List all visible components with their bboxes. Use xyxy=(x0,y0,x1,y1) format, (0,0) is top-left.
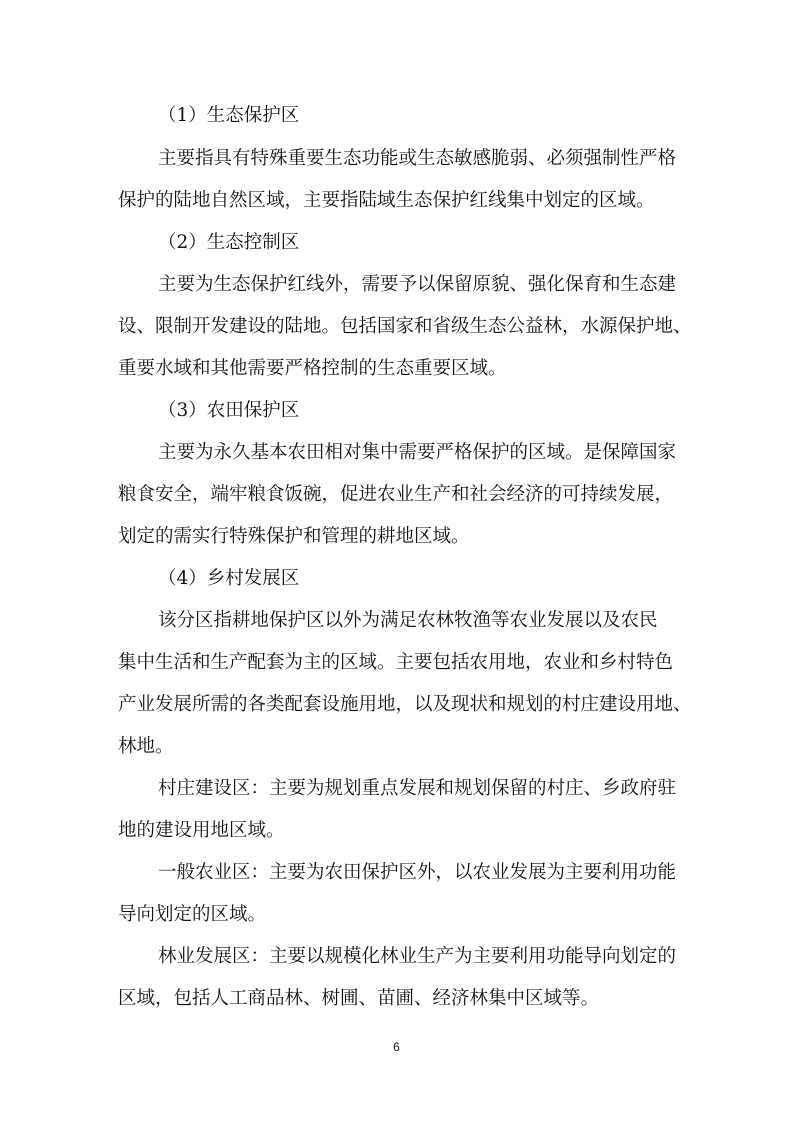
paragraph-line: 产业发展所需的各类配套设施用地，以及现状和规划的村庄建设用地、 xyxy=(118,694,692,715)
paragraph-line-forestry-development: 林业发展区：主要以规模化林业生产为主要利用功能导向划定的 xyxy=(158,946,677,967)
section-heading-farmland-protection: （3）农田保护区 xyxy=(158,400,300,421)
paragraph-line: 该分区指耕地保护区以外为满足农林牧渔等农业发展以及农民 xyxy=(158,610,658,631)
paragraph-line: 区域，包括人工商品林、树圃、苗圃、经济林集中区域等。 xyxy=(118,988,600,1009)
paragraph-line: 粮食安全，端牢粮食饭碗，促进农业生产和社会经济的可持续发展， xyxy=(118,484,674,505)
paragraph-line: 主要为永久基本农田相对集中需要严格保护的区域。是保障国家 xyxy=(158,442,677,463)
paragraph-line: 集中生活和生产配套为主的区域。主要包括农用地，农业和乡村特色 xyxy=(118,652,674,673)
paragraph-line: 重要水域和其他需要严格控制的生态重要区域。 xyxy=(118,358,507,379)
paragraph-line: 保护的陆地自然区域，主要指陆域生态保护红线集中划定的区域。 xyxy=(118,190,655,211)
paragraph-line: 主要指具有特殊重要生态功能或生态敏感脆弱、必须强制性严格 xyxy=(158,148,677,169)
paragraph-line: 设、限制开发建设的陆地。包括国家和省级生态公益林，水源保护地、 xyxy=(118,316,692,337)
paragraph-line-village-construction: 村庄建设区：主要为规划重点发展和规划保留的村庄、乡政府驻 xyxy=(158,778,677,799)
paragraph-line: 主要为生态保护红线外，需要予以保留原貌、强化保育和生态建 xyxy=(158,274,677,295)
page-number: 6 xyxy=(393,1040,400,1054)
paragraph-line-general-agriculture: 一般农业区：主要为农田保护区外，以农业发展为主要利用功能 xyxy=(158,862,677,883)
paragraph-line: 林地。 xyxy=(118,736,174,757)
paragraph-line: 地的建设用地区域。 xyxy=(118,820,285,841)
paragraph-line: 划定的需实行特殊保护和管理的耕地区域。 xyxy=(118,526,470,547)
section-heading-ecological-protection: （1）生态保护区 xyxy=(158,105,300,126)
paragraph-line: 导向划定的区域。 xyxy=(118,904,267,925)
section-heading-ecological-control: （2）生态控制区 xyxy=(158,232,300,253)
section-heading-rural-development: （4）乡村发展区 xyxy=(158,568,300,589)
